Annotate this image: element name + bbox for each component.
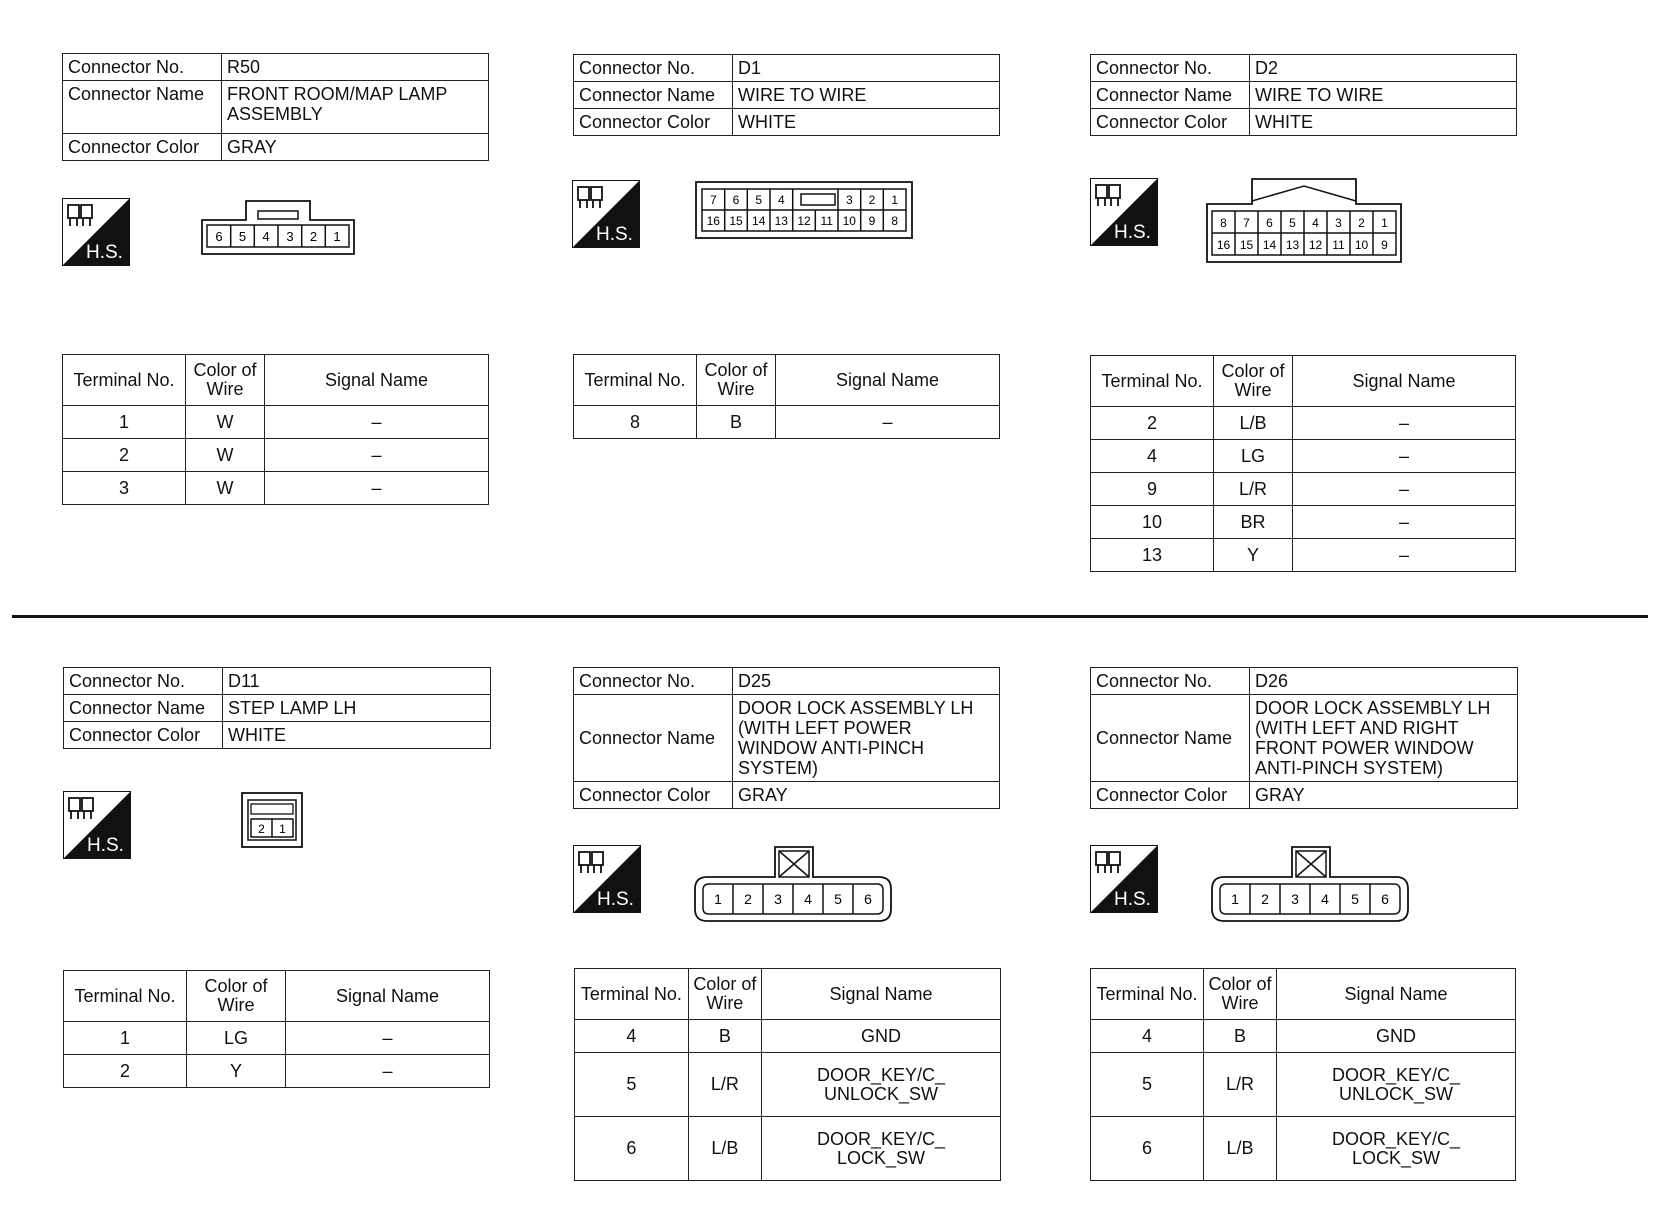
connector-no-label: Connector No.: [63, 54, 222, 81]
table-row: [575, 1053, 1001, 1117]
table-row: [64, 1022, 490, 1055]
connector-color-label: Connector Color: [574, 109, 733, 136]
connector-info-table: [1090, 667, 1518, 809]
terminal-no-header: Terminal No.: [63, 355, 186, 406]
connector-face-d25: [693, 845, 893, 923]
terminal-no-header: Terminal No.: [574, 355, 697, 406]
terminal-no: 6: [1091, 1117, 1204, 1181]
signal-name-header: Signal Name: [286, 971, 490, 1022]
terminal-no: 13: [1091, 539, 1214, 572]
terminal-no: 2: [63, 439, 186, 472]
pin-label: 5: [755, 193, 763, 207]
pin-label: 6: [1381, 891, 1389, 907]
pin-label: 7: [1243, 216, 1250, 230]
connector-name-value: FRONT ROOM/MAP LAMP ASSEMBLY: [222, 81, 489, 134]
table-row: [1091, 1020, 1516, 1053]
pin-label: 1: [279, 822, 286, 836]
hs-label: H.S.: [87, 835, 124, 856]
pin-label: 13: [774, 214, 788, 228]
connector-no-value: D2: [1250, 55, 1517, 82]
signal-name: –: [776, 406, 1000, 439]
signal-name: –: [286, 1055, 490, 1088]
hs-label: H.S.: [1114, 889, 1151, 910]
connector-panel-d1: [573, 54, 1000, 136]
signal-name: GND: [761, 1020, 1000, 1053]
pin-label: 13: [1285, 238, 1300, 252]
signal-name-header: Signal Name: [1276, 969, 1515, 1020]
terminal-no-header: Terminal No.: [575, 969, 689, 1020]
pin-label: 1: [714, 891, 722, 907]
wire-color-header: Color of Wire: [688, 969, 761, 1020]
pin-label: 4: [1321, 891, 1329, 907]
table-row: [1091, 440, 1516, 473]
signal-name: DOOR_KEY/C_ UNLOCK_SW: [1276, 1053, 1515, 1117]
pin-label: 10: [842, 214, 856, 228]
pin-label: 2: [868, 193, 876, 207]
connector-info-table: [573, 667, 1000, 809]
pin-label: 2: [258, 822, 265, 836]
pin-label: 7: [709, 193, 717, 207]
wire-color: L/B: [1204, 1117, 1277, 1181]
terminal-no: 5: [575, 1053, 689, 1117]
harness-side-icon: [62, 198, 130, 266]
pin-label: 4: [262, 229, 270, 244]
pin-label: 5: [834, 891, 842, 907]
pin-label: 2: [1358, 216, 1365, 230]
harness-side-icon: [1090, 178, 1158, 246]
terminal-no: 10: [1091, 506, 1214, 539]
wire-color: Y: [187, 1055, 286, 1088]
connector-info-table: [1090, 54, 1517, 136]
signal-name: –: [265, 472, 489, 505]
terminal-no: 9: [1091, 473, 1214, 506]
pin-label: 11: [820, 214, 833, 228]
connector-name-label: Connector Name: [574, 695, 733, 782]
signal-name: –: [265, 439, 489, 472]
harness-side-icon: [63, 791, 131, 859]
wire-color: L/R: [688, 1053, 761, 1117]
signal-name-header: Signal Name: [776, 355, 1000, 406]
table-row: [1091, 1053, 1516, 1117]
wire-color: B: [1204, 1020, 1277, 1053]
terminal-no: 5: [1091, 1053, 1204, 1117]
signal-name-header: Signal Name: [265, 355, 489, 406]
terminal-no: 6: [575, 1117, 689, 1181]
signal-name: DOOR_KEY/C_ UNLOCK_SW: [761, 1053, 1000, 1117]
table-row: [1091, 407, 1516, 440]
harness-side-icon: [572, 180, 640, 248]
hs-label: H.S.: [86, 242, 123, 263]
terminal-no: 8: [574, 406, 697, 439]
connector-no-label: Connector No.: [574, 668, 733, 695]
connector-panel-r50: [62, 53, 489, 161]
terminal-no: 4: [575, 1020, 689, 1053]
hs-label: H.S.: [1114, 222, 1151, 243]
terminal-no: 3: [63, 472, 186, 505]
terminal-no: 2: [64, 1055, 187, 1088]
harness-side-icon: [573, 845, 641, 913]
signal-name: DOOR_KEY/C_ LOCK_SW: [761, 1117, 1000, 1181]
pin-label: 15: [729, 214, 743, 228]
pin-label: 9: [868, 214, 876, 228]
signal-name: –: [1293, 473, 1516, 506]
terminal-no-header: Terminal No.: [64, 971, 187, 1022]
connector-name-value: WIRE TO WIRE: [733, 82, 1000, 109]
pin-label: 11: [1332, 238, 1345, 252]
table-row: [63, 472, 489, 505]
signal-name-header: Signal Name: [1293, 356, 1516, 407]
signal-name: –: [286, 1022, 490, 1055]
signal-name: –: [1293, 506, 1516, 539]
signal-name: –: [265, 406, 489, 439]
wire-color-header: Color of Wire: [1204, 969, 1277, 1020]
connector-face-d1: [695, 181, 913, 239]
connector-color-value: GRAY: [222, 134, 489, 161]
pin-label: 12: [1308, 238, 1323, 252]
terminal-table-r50: [62, 354, 489, 505]
signal-name-header: Signal Name: [761, 969, 1000, 1020]
pin-label: 4: [1312, 216, 1319, 230]
wire-color: LG: [187, 1022, 286, 1055]
hs-label: H.S.: [596, 224, 633, 245]
connector-color-value: GRAY: [733, 782, 1000, 809]
pin-label: 4: [777, 193, 785, 207]
connector-color-value: WHITE: [733, 109, 1000, 136]
pin-label: 2: [309, 229, 318, 244]
connector-color-label: Connector Color: [1091, 782, 1250, 809]
connector-name-value: WIRE TO WIRE: [1250, 82, 1517, 109]
connector-name-value: DOOR LOCK ASSEMBLY LH (WITH LEFT POWER WINDOW ANTI-PINCH SYSTEM): [733, 695, 1000, 782]
table-row: [1091, 473, 1516, 506]
pin-label: 14: [1262, 238, 1277, 252]
pin-label: 1: [891, 193, 899, 207]
pin-label: 1: [1231, 891, 1239, 907]
connector-face-d2: [1205, 178, 1403, 264]
connector-name-value: STEP LAMP LH: [223, 695, 491, 722]
wire-color: W: [186, 439, 265, 472]
pin-label: 6: [732, 193, 740, 207]
wire-color: L/R: [1204, 1053, 1277, 1117]
wire-color-header: Color of Wire: [1214, 356, 1293, 407]
pin-label: 8: [1220, 216, 1227, 230]
connector-panel-d2: [1090, 54, 1517, 136]
connector-face-d11: [241, 792, 303, 848]
connector-name-value: DOOR LOCK ASSEMBLY LH (WITH LEFT AND RIGHT FRONT POWER WINDOW ANTI-PINCH SYSTEM): [1250, 695, 1518, 782]
pin-label: 3: [1291, 891, 1299, 907]
connector-face-d26: [1210, 845, 1410, 923]
connector-no-label: Connector No.: [1091, 55, 1250, 82]
connector-no-label: Connector No.: [1091, 668, 1250, 695]
pin-label: 3: [286, 229, 294, 244]
pin-label: 16: [706, 214, 720, 228]
signal-name: GND: [1276, 1020, 1515, 1053]
terminal-no: 4: [1091, 1020, 1204, 1053]
table-row: [1091, 539, 1516, 572]
connector-color-value: GRAY: [1250, 782, 1518, 809]
wire-color: L/R: [1214, 473, 1293, 506]
terminal-no: 1: [64, 1022, 187, 1055]
terminal-table-d25: [574, 968, 1001, 1181]
connector-no-value: D11: [223, 668, 491, 695]
pin-label: 1: [333, 229, 341, 244]
wire-color: L/B: [688, 1117, 761, 1181]
terminal-no: 2: [1091, 407, 1214, 440]
connector-color-value: WHITE: [1250, 109, 1517, 136]
wire-color-header: Color of Wire: [697, 355, 776, 406]
connector-info-table: [573, 54, 1000, 136]
table-row: [575, 1020, 1001, 1053]
table-row: [63, 406, 489, 439]
signal-name: –: [1293, 539, 1516, 572]
wire-color: B: [697, 406, 776, 439]
connector-name-label: Connector Name: [63, 81, 222, 134]
connector-name-label: Connector Name: [1091, 82, 1250, 109]
terminal-table-d1: [573, 354, 1000, 439]
connector-panel-d25: [573, 667, 1000, 809]
connector-no-value: D26: [1250, 668, 1518, 695]
table-row: [575, 1117, 1001, 1181]
harness-side-icon: [1090, 845, 1158, 913]
connector-name-label: Connector Name: [574, 82, 733, 109]
wire-color-header: Color of Wire: [187, 971, 286, 1022]
wire-color: W: [186, 472, 265, 505]
pin-label: 3: [1335, 216, 1342, 230]
connector-color-label: Connector Color: [63, 134, 222, 161]
terminal-no: 1: [63, 406, 186, 439]
wire-color: BR: [1214, 506, 1293, 539]
connector-color-value: WHITE: [223, 722, 491, 749]
connector-name-label: Connector Name: [1091, 695, 1250, 782]
terminal-no-header: Terminal No.: [1091, 356, 1214, 407]
pin-label: 6: [1266, 216, 1273, 230]
table-row: [574, 406, 1000, 439]
pin-label: 3: [845, 193, 853, 207]
table-row: [1091, 506, 1516, 539]
connector-color-label: Connector Color: [1091, 109, 1250, 136]
wire-color: B: [688, 1020, 761, 1053]
pin-label: 8: [891, 214, 899, 228]
signal-name: –: [1293, 407, 1516, 440]
wire-color: L/B: [1214, 407, 1293, 440]
section-divider: [12, 615, 1648, 618]
terminal-table-d11: [63, 970, 490, 1088]
wire-color-header: Color of Wire: [186, 355, 265, 406]
connector-face-r50: [200, 200, 356, 256]
pin-label: 9: [1381, 238, 1388, 252]
connector-color-label: Connector Color: [574, 782, 733, 809]
terminal-no: 4: [1091, 440, 1214, 473]
pin-label: 5: [1289, 216, 1296, 230]
pin-label: 15: [1239, 238, 1254, 252]
connector-color-label: Connector Color: [64, 722, 223, 749]
pin-label: 6: [864, 891, 872, 907]
wire-color: LG: [1214, 440, 1293, 473]
terminal-no-header: Terminal No.: [1091, 969, 1204, 1020]
connector-panel-d11: [63, 667, 491, 749]
terminal-table-d26: [1090, 968, 1516, 1181]
connector-no-value: D1: [733, 55, 1000, 82]
table-row: [64, 1055, 490, 1088]
pin-label: 2: [744, 891, 752, 907]
table-row: [63, 439, 489, 472]
connector-no-label: Connector No.: [64, 668, 223, 695]
connector-name-label: Connector Name: [64, 695, 223, 722]
hs-label: H.S.: [597, 889, 634, 910]
pin-label: 5: [238, 229, 247, 244]
pin-label: 6: [215, 229, 223, 244]
connector-panel-d26: [1090, 667, 1518, 809]
wire-color: Y: [1214, 539, 1293, 572]
connector-info-table: [62, 53, 489, 161]
connector-no-value: D25: [733, 668, 1000, 695]
pin-label: 12: [797, 214, 811, 228]
signal-name: DOOR_KEY/C_ LOCK_SW: [1276, 1117, 1515, 1181]
pin-label: 16: [1216, 238, 1231, 252]
signal-name: –: [1293, 440, 1516, 473]
pin-label: 4: [804, 891, 812, 907]
pin-label: 5: [1351, 891, 1359, 907]
connector-no-label: Connector No.: [574, 55, 733, 82]
table-row: [1091, 1117, 1516, 1181]
connector-info-table: [63, 667, 491, 749]
pin-label: 1: [1381, 216, 1388, 230]
pin-label: 2: [1261, 891, 1269, 907]
pin-label: 14: [752, 214, 766, 228]
pin-label: 3: [774, 891, 782, 907]
terminal-table-d2: [1090, 355, 1516, 572]
pin-label: 10: [1354, 238, 1369, 252]
wire-color: W: [186, 406, 265, 439]
connector-no-value: R50: [222, 54, 489, 81]
